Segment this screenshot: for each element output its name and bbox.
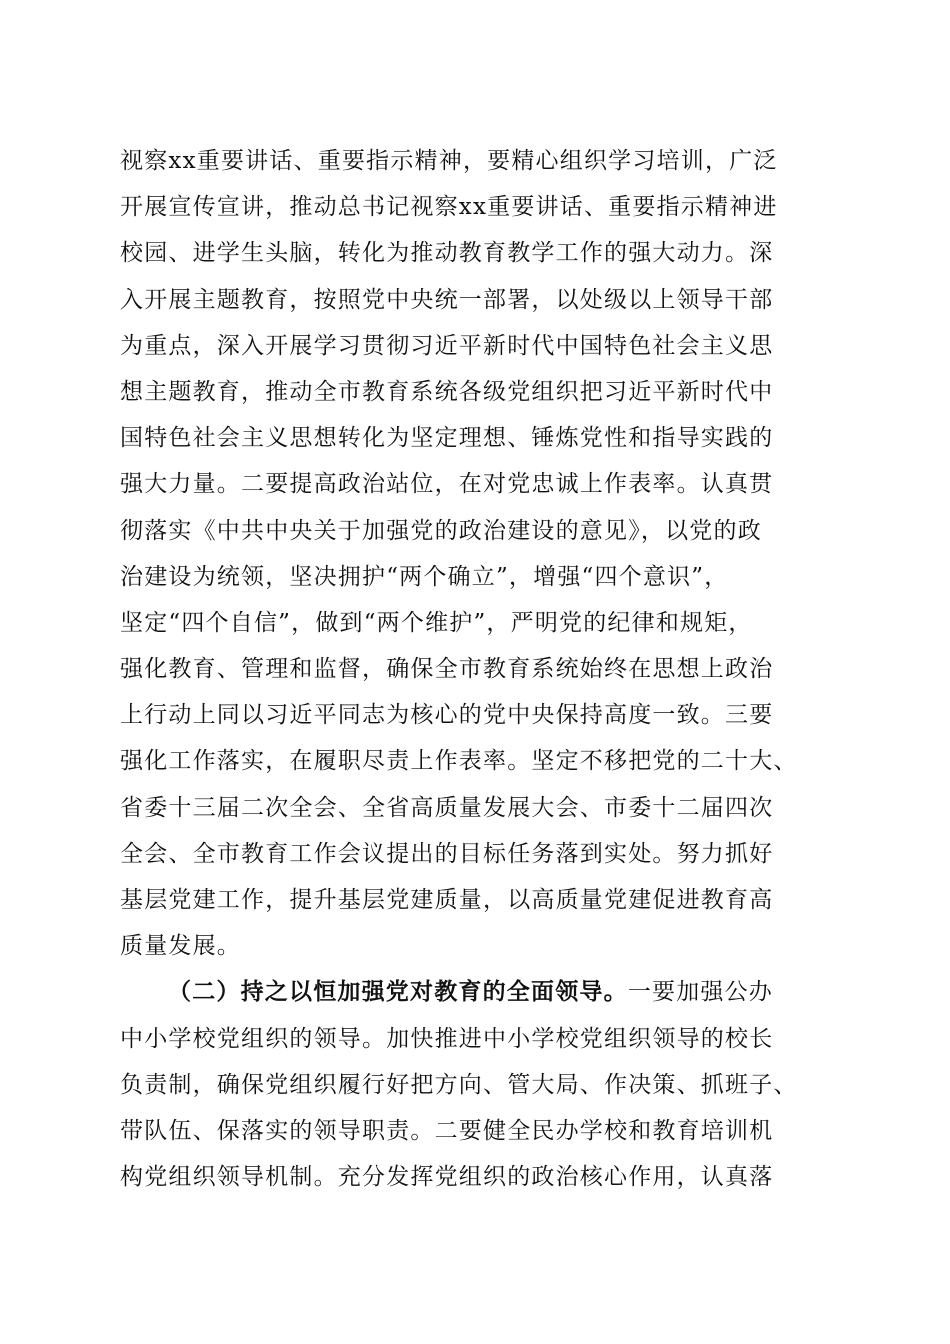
text-line: 开展宣传宣讲，推动总书记视察xx重要讲话、重要指示精神进 (120, 194, 778, 221)
paragraph-1 (120, 138, 840, 969)
text-line: 中小学校党组织的领导。加快推进中小学校党组织领导的校长 (120, 1025, 774, 1052)
text-line: 省委十三届二次全会、全省高质量发展大会、市委十二届四次 (120, 794, 774, 821)
text-line: 想主题教育，推动全市教育系统各级党组织把习近平新时代中 (120, 378, 774, 405)
heading-line-rest: 一要加强公办 (627, 979, 774, 1006)
text-line: 为重点，深入开展学习贯彻习近平新时代中国特色社会主义思 (120, 332, 774, 359)
text-line-first (120, 969, 840, 1015)
text-line: 带队伍、保落实的领导职责。二要健全民办学校和教育培训机 (120, 1117, 774, 1144)
text-line: 基层党建工作，提升基层党建质量，以高质量党建促进教育高 (120, 887, 774, 913)
text-line: 彻落实《中共中央关于加强党的政治建设的意见》，以党的政 (120, 517, 762, 544)
text-line: 构党组织领导机制。充分发挥党组织的政治核心作用，认真落 (120, 1164, 774, 1191)
section-heading: （二）持之以恒加强党对教育的全面领导。 (168, 978, 628, 1006)
text-line: 视察xx重要讲话、重要指示精神，要精心组织学习培训，广泛 (120, 148, 778, 174)
text-line: 上行动上同以习近平同志为核心的党中央保持高度一致。三要 (120, 702, 774, 729)
text-line: 国特色社会主义思想转化为坚定理想、锤炼党性和指导实践的 (120, 425, 774, 452)
text-line: 校园、进学生头脑，转化为推动教育教学工作的强大动力。深 (120, 240, 774, 267)
paragraph-2 (120, 969, 840, 1200)
text-line: 强大力量。二要提高政治站位，在对党忠诚上作表率。认真贯 (120, 471, 774, 498)
body-text (120, 138, 840, 1200)
text-line: 入开展主题教育，按照党中央统一部署，以处级以上领导干部 (120, 286, 774, 313)
text-line: 负责制，确保党组织履行好把方向、管大局、作决策、抓班子、 (120, 1071, 798, 1098)
text-line: 强化工作落实，在履职尽责上作表率。坚定不移把党的二十大、 (120, 748, 798, 775)
text-line: 强化教育、管理和监督，确保全市教育系统始终在思想上政治 (120, 656, 774, 683)
text-line: 坚定“四个自信”，做到“两个维护”，严明党的纪律和规矩， (120, 609, 753, 636)
text-line: 治建设为统领，坚决拥护“两个确立”，增强“四个意识”， (120, 563, 729, 590)
text-line: 全会、全市教育工作会议提出的目标任务落到实处。努力抓好 (120, 840, 774, 867)
text-line: 质量发展。 (120, 933, 241, 960)
